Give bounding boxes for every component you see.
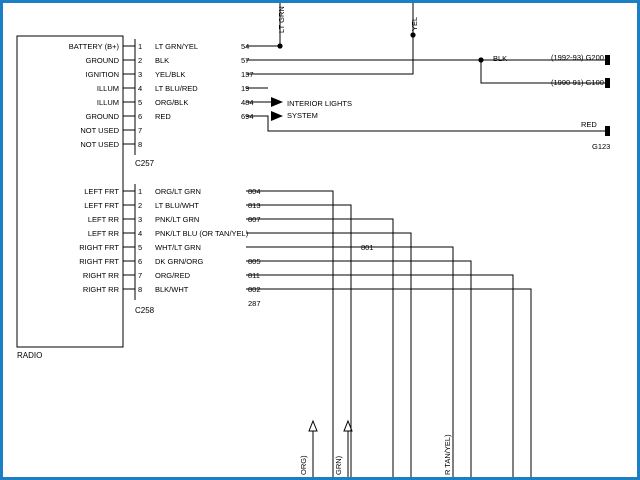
c258-wire-color-7: ORG/RED bbox=[155, 271, 191, 280]
c258-wire-color-8: BLK/WHT bbox=[155, 285, 189, 294]
radio-pin-label-battery: BATTERY (B+) bbox=[68, 42, 119, 51]
c258-circuit-number-4: 801 bbox=[361, 243, 374, 252]
c258-circuit-number-3: 807 bbox=[248, 215, 261, 224]
radio-pin-label-left-frt-1: LEFT FRT bbox=[84, 187, 119, 196]
radio-pin-label-right-rr-2: RIGHT RR bbox=[82, 285, 119, 294]
radio-pin-label-ground-2: GROUND bbox=[85, 112, 119, 121]
radio-pin-label-ground-1: GROUND bbox=[85, 56, 119, 65]
c258-pin-number-2: 2 bbox=[138, 201, 143, 210]
c257-pin-number-4: 4 bbox=[138, 84, 143, 93]
radio-pin-label-illum-1: ILLUM bbox=[96, 84, 119, 93]
c257-wire-color-5: ORG/BLK bbox=[155, 98, 189, 107]
c258-pin-number-7: 7 bbox=[138, 271, 143, 280]
ground-label-g123: G123 bbox=[592, 142, 611, 151]
c258-pin-number-5: 5 bbox=[138, 243, 143, 252]
c257-circuit-number-4: 19 bbox=[241, 84, 250, 93]
c257-pin-number-3: 3 bbox=[138, 70, 143, 79]
c258-wire-color-6: DK GRN/ORG bbox=[155, 257, 204, 266]
c257-circuit-number-3: 137 bbox=[241, 70, 254, 79]
radio-pin-label-left-frt-2: LEFT FRT bbox=[84, 201, 119, 210]
c258-pin-number-6: 6 bbox=[138, 257, 143, 266]
diagram-canvas bbox=[3, 3, 637, 477]
c257-pin-number-2: 2 bbox=[138, 56, 143, 65]
connector-label-c258: C258 bbox=[135, 306, 155, 315]
c257-wire-color-2: BLK bbox=[155, 56, 170, 65]
c257-wire-color-4: LT BLU/RED bbox=[155, 84, 198, 93]
vertical-wire-label-lt-grn: LT GRN bbox=[277, 6, 286, 33]
radio-pin-label-ignition: IGNITION bbox=[85, 70, 119, 79]
c258-circuit-number-7: 802 bbox=[248, 285, 261, 294]
c257-pin-number-8: 8 bbox=[138, 140, 143, 149]
vertical-wire-label-grn: GRN) bbox=[334, 455, 343, 475]
c257-pin-number-6: 6 bbox=[138, 112, 143, 121]
c257-circuit-number-1: 54 bbox=[241, 42, 250, 51]
c258-circuit-number-2: 813 bbox=[248, 201, 261, 210]
c258-circuit-number-5: 805 bbox=[248, 257, 261, 266]
c258-wire-color-4: PNK/LT BLU (OR TAN/YEL) bbox=[155, 229, 249, 238]
c257-wire-color-3: YEL/BLK bbox=[155, 70, 186, 79]
vertical-wire-label-tan-yel: R TAN/YEL) bbox=[443, 434, 452, 475]
c258-wire-color-1: ORG/LT GRN bbox=[155, 187, 201, 196]
c258-pin-number-4: 4 bbox=[138, 229, 143, 238]
c257-circuit-number-5: 484 bbox=[241, 98, 254, 107]
c258-circuit-number-1: 804 bbox=[248, 187, 261, 196]
c258-pin-number-3: 3 bbox=[138, 215, 143, 224]
annotation-system: SYSTEM bbox=[287, 111, 318, 120]
radio-pin-label-left-rr-2: LEFT RR bbox=[87, 229, 119, 238]
wire-label-blk: BLK bbox=[493, 54, 508, 63]
radio-pin-label-not-used-1: NOT USED bbox=[80, 126, 119, 135]
wire-label-red: RED bbox=[581, 120, 597, 129]
c257-circuit-number-2: 57 bbox=[241, 56, 250, 65]
vertical-wire-label-yel: YEL bbox=[410, 16, 419, 31]
radio-pin-label-right-frt-2: RIGHT FRT bbox=[79, 257, 119, 266]
radio-pin-label-left-rr-1: LEFT RR bbox=[87, 215, 119, 224]
c258-circuit-number-6: 811 bbox=[248, 271, 260, 280]
annotation-interior-lights: INTERIOR LIGHTS bbox=[287, 99, 353, 108]
c258-pin-number-1: 1 bbox=[138, 187, 143, 196]
c258-wire-color-5: WHT/LT GRN bbox=[155, 243, 201, 252]
c257-wire-color-1: LT GRN/YEL bbox=[155, 42, 199, 51]
radio-pin-label-right-frt-1: RIGHT FRT bbox=[79, 243, 119, 252]
ground-label-g100: (1990-91) G100 bbox=[551, 78, 604, 87]
c258-wire-color-3: PNK/LT GRN bbox=[155, 215, 200, 224]
ground-label-g200: (1992-93) G200 bbox=[551, 53, 604, 62]
radio-box-title: RADIO bbox=[17, 351, 43, 360]
c257-circuit-number-6: 694 bbox=[241, 112, 254, 121]
radio-pin-label-not-used-2: NOT USED bbox=[80, 140, 119, 149]
connector-label-c257: C257 bbox=[135, 159, 155, 168]
c257-pin-number-7: 7 bbox=[138, 126, 143, 135]
c257-pin-number-1: 1 bbox=[138, 42, 143, 51]
radio-pin-label-right-rr-1: RIGHT RR bbox=[82, 271, 119, 280]
c258-wire-color-2: LT BLU/WHT bbox=[155, 201, 199, 210]
c257-wire-color-6: RED bbox=[155, 112, 171, 121]
c258-circuit-number-8: 287 bbox=[248, 299, 261, 308]
vertical-wire-label-org: ORG) bbox=[299, 455, 308, 475]
radio-pin-label-illum-2: ILLUM bbox=[96, 98, 119, 107]
c258-pin-number-8: 8 bbox=[138, 285, 143, 294]
c257-pin-number-5: 5 bbox=[138, 98, 143, 107]
